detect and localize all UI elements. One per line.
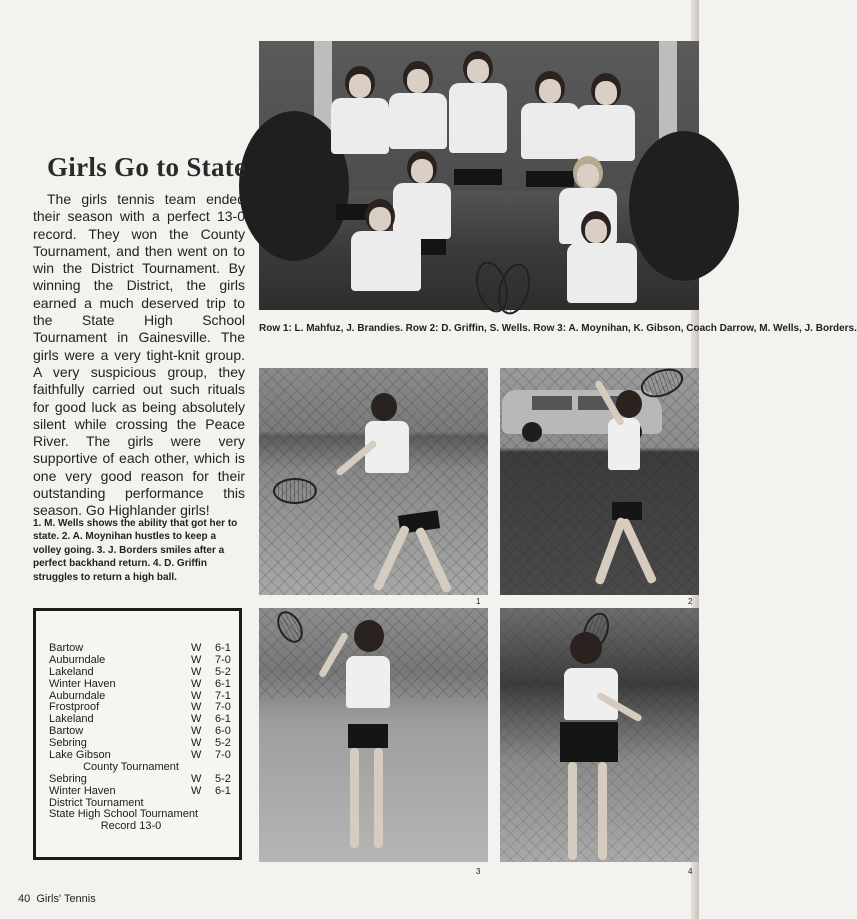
score-row: Sebring W 5-2 xyxy=(49,772,231,785)
action-photo-3 xyxy=(259,608,488,862)
action-photo-4 xyxy=(500,608,699,862)
action-photo-1 xyxy=(259,368,488,595)
photo-number-2: 2 xyxy=(688,597,693,606)
score-row: Frostproof W 7-0 xyxy=(49,701,231,714)
photo-captions: 1. M. Wells shows the ability that got her to state. 2. A. Moynihan hustles to keep a volley going. 3. J. Borders smiles after a perfect backhand return. 4. D. Griffin struggles to return a high ball. xyxy=(33,518,238,583)
page-footer xyxy=(18,893,96,905)
action-photo-2 xyxy=(500,368,699,595)
state-tournament-label: State High School Tournament xyxy=(49,808,198,821)
score-row: Lakeland W 5-2 xyxy=(49,665,231,678)
team-photo xyxy=(259,41,699,310)
score-row: Bartow W 6-1 xyxy=(49,642,231,654)
score-row: Winter Haven W 6-1 xyxy=(49,677,231,690)
score-row: Bartow W 6-0 xyxy=(49,725,231,738)
article-body xyxy=(33,191,245,520)
article-title: Girls Go to State xyxy=(47,152,247,182)
score-row: Winter Haven W 6-1 xyxy=(49,784,231,797)
score-list xyxy=(49,643,239,833)
score-row: Auburndale W 7-1 xyxy=(49,689,231,702)
photo-number-4: 4 xyxy=(688,867,693,876)
page-number: 40 xyxy=(18,893,31,905)
score-row: Lake Gibson W 7-0 xyxy=(49,749,231,762)
score-row: Auburndale W 7-0 xyxy=(49,653,231,666)
score-row: Lakeland W 6-1 xyxy=(49,713,231,726)
score-row: Sebring W 5-2 xyxy=(49,737,231,750)
season-record-box xyxy=(33,608,242,860)
photo-number-1: 1 xyxy=(476,597,481,606)
section-name: Girls' Tennis xyxy=(36,893,96,905)
district-tournament-label: District Tournament xyxy=(49,796,144,809)
photo-number-3: 3 xyxy=(476,867,481,876)
team-photo-caption: Row 1: L. Mahfuz, J. Brandies. Row 2: D. Griffin, S. Wells. Row 3: A. Moynihan, K. Gibson, Coach Darrow, M. Wells, J. Borders. xyxy=(259,323,857,334)
season-record-label: Record 13-0 xyxy=(100,820,162,833)
county-tournament-label: County Tournament xyxy=(83,760,179,773)
article-body-text: The girls tennis team ended their season with a perfect 13-0 record. They won the County Tournament, and then went on to win the District Tournament. By winning the District, the girls earned a much deserved trip to the State High School Tournament in Gainesville. The girls were a very tight-knit group. A very suspicious group, they faithfully carried out such rituals for good luck as being absolutely silent while crossing the Peace River. The girls were very supportive of each other, which is one very good reason for their outstanding performance this season. Go Highlander girls! xyxy=(33,191,245,519)
